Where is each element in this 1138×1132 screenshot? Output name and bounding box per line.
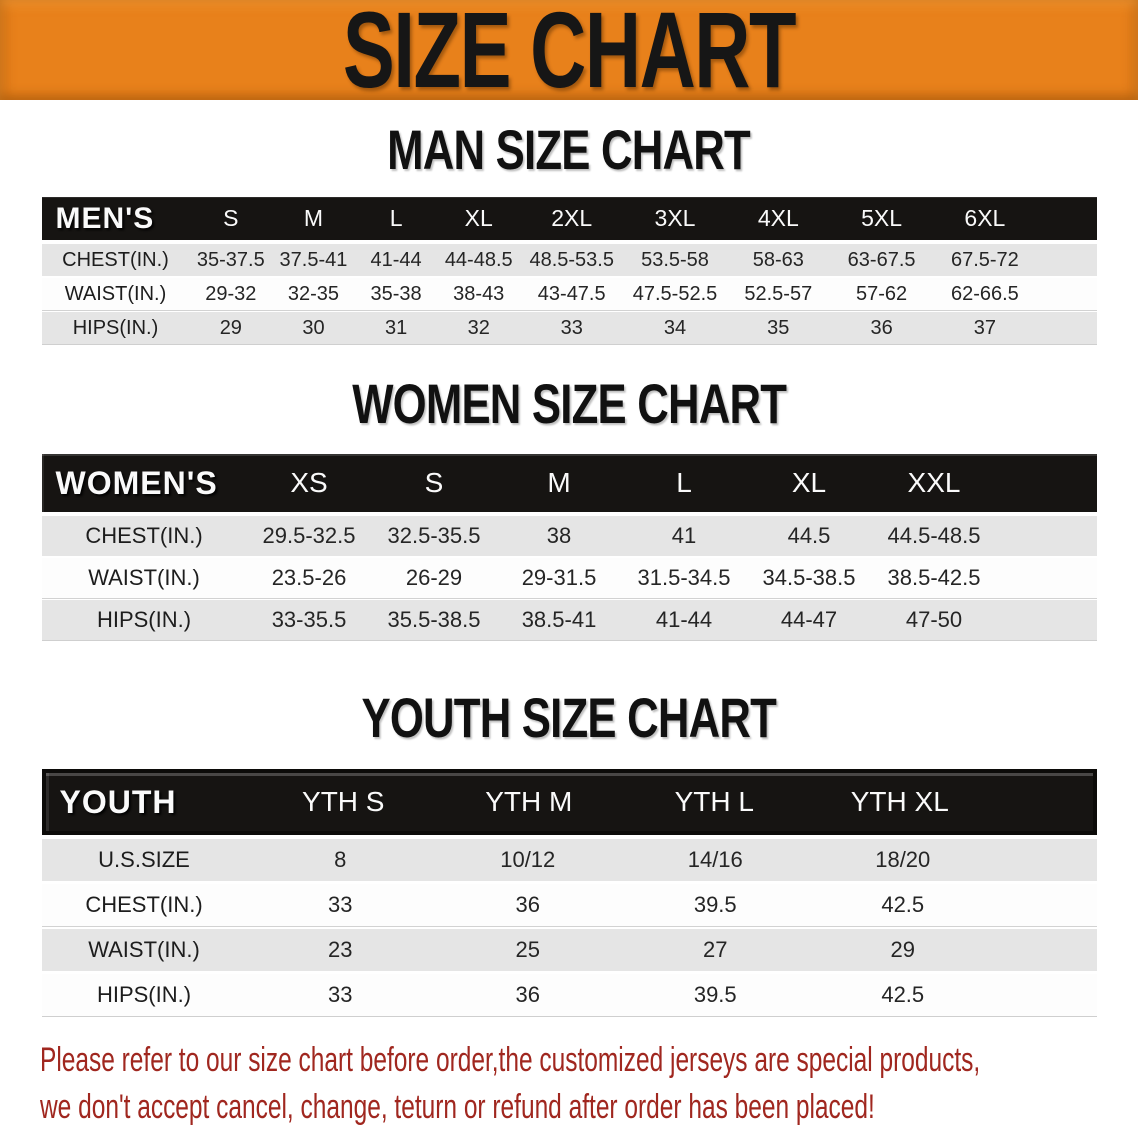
row-values — [247, 982, 997, 1008]
row-label: HIPS(IN.) — [96, 607, 192, 632]
value-cell: 42.5 — [881, 892, 925, 917]
value-cell: 58-63 — [752, 248, 804, 271]
table-row — [42, 516, 1097, 556]
women-table-label: WOMEN'S — [55, 464, 218, 501]
value-cell: 35-38 — [370, 282, 422, 305]
value-cell: 27 — [703, 937, 728, 962]
value-cell: 29.5-32.5 — [262, 523, 356, 548]
row-label: CHEST(IN.) — [85, 892, 203, 917]
row-values — [247, 847, 997, 873]
value-cell: 10/12 — [500, 847, 556, 872]
value-cell: 14/16 — [687, 847, 743, 872]
value-cell: 53.5-58 — [641, 248, 709, 271]
disclaimer-line-2: we don't accept cancel, change, teturn or refund after order has been placed! — [40, 1088, 875, 1126]
value-cell: 38-43 — [453, 282, 505, 305]
men-section-heading: MAN SIZE CHART — [387, 118, 751, 181]
table-row — [42, 600, 1097, 640]
women-size-table — [42, 454, 1097, 640]
value-cell: 39.5 — [693, 892, 737, 917]
column-header-yth-m: YTH M — [485, 786, 573, 817]
value-cell: 47.5-52.5 — [632, 282, 718, 305]
column-header-s: S — [424, 467, 444, 498]
row-label: CHEST(IN.) — [62, 248, 169, 271]
men-table-header — [42, 197, 1097, 240]
table-row — [42, 278, 1097, 310]
column-header-s: S — [223, 205, 239, 231]
youth-table-label: YOUTH — [59, 783, 177, 820]
row-label: WAIST(IN.) — [64, 282, 167, 305]
row-label: HIPS(IN.) — [96, 982, 192, 1007]
column-header-m: M — [303, 205, 324, 231]
column-header-yth-s: YTH S — [302, 786, 385, 817]
value-cell: 30 — [302, 316, 325, 339]
size-chart-banner — [0, 0, 1138, 110]
table-row — [42, 312, 1097, 344]
value-cell: 67.5-72 — [950, 248, 1019, 271]
row-label: U.S.SIZE — [98, 847, 190, 872]
youth-section-heading-wrap — [0, 686, 1138, 749]
men-size-table — [42, 197, 1097, 344]
value-cell: 29 — [890, 937, 915, 962]
value-cell: 43-47.5 — [537, 282, 606, 305]
row-values — [247, 937, 997, 963]
table-row — [42, 244, 1097, 276]
value-cell: 42.5 — [881, 982, 925, 1007]
value-cell: 29-31.5 — [521, 565, 597, 590]
value-cell: 31.5-34.5 — [637, 565, 731, 590]
row-values — [247, 565, 997, 591]
row-values — [190, 283, 1037, 306]
youth-table-rows — [42, 839, 1097, 1016]
youth-section-heading: YOUTH SIZE CHART — [361, 686, 777, 749]
value-cell: 41 — [671, 523, 697, 548]
column-header-xxl: XXL — [907, 467, 961, 498]
row-values — [190, 317, 1037, 340]
value-cell: 47-50 — [905, 607, 963, 632]
women-column-headers — [247, 467, 997, 499]
column-header-3xl: 3XL — [654, 205, 696, 231]
value-cell: 25 — [515, 937, 540, 962]
value-cell: 36 — [870, 316, 893, 339]
value-cell: 37.5-41 — [279, 248, 348, 271]
row-values — [247, 523, 997, 549]
table-row — [42, 884, 1097, 926]
disclaimer-line-1: Please refer to our size chart before order,the customized jerseys are special products, — [40, 1041, 981, 1079]
value-cell: 29 — [219, 316, 242, 339]
value-cell: 44-48.5 — [444, 248, 513, 271]
value-cell: 36 — [515, 982, 540, 1007]
column-header-yth-xl: YTH XL — [850, 786, 949, 817]
table-row — [42, 839, 1097, 881]
women-section-heading: WOMEN SIZE CHART — [351, 372, 786, 435]
disclaimer-text — [0, 1037, 1138, 1131]
value-cell: 35.5-38.5 — [387, 607, 481, 632]
value-cell: 38 — [546, 523, 572, 548]
women-table-rows — [42, 516, 1097, 640]
table-row — [42, 929, 1097, 971]
youth-table-header — [42, 769, 1097, 835]
row-values — [190, 249, 1037, 272]
column-header-5xl: 5XL — [861, 205, 903, 231]
row-label: HIPS(IN.) — [72, 316, 159, 339]
value-cell: 62-66.5 — [950, 282, 1019, 305]
youth-size-table — [42, 769, 1097, 1016]
value-cell: 23.5-26 — [271, 565, 347, 590]
value-cell: 35 — [767, 316, 790, 339]
table-row — [42, 974, 1097, 1016]
value-cell: 39.5 — [693, 982, 737, 1007]
row-values — [247, 607, 997, 633]
table-row — [42, 558, 1097, 598]
value-cell: 33 — [328, 892, 353, 917]
column-header-2xl: 2XL — [551, 205, 593, 231]
value-cell: 48.5-53.5 — [529, 248, 614, 271]
column-header-4xl: 4XL — [757, 205, 799, 231]
value-cell: 37 — [973, 316, 997, 339]
value-cell: 18/20 — [875, 847, 931, 872]
column-header-6xl: 6XL — [964, 205, 1006, 231]
value-cell: 63-67.5 — [847, 248, 916, 271]
value-cell: 44-47 — [780, 607, 838, 632]
column-header-xl: XL — [464, 205, 493, 231]
value-cell: 36 — [515, 892, 540, 917]
men-table-label: MEN'S — [55, 201, 155, 235]
value-cell: 41-44 — [370, 248, 422, 271]
column-header-yth-l: YTH L — [674, 786, 754, 817]
men-table-rows — [42, 244, 1097, 344]
column-header-xs: XS — [290, 467, 328, 498]
value-cell: 32.5-35.5 — [387, 523, 481, 548]
value-cell: 32 — [467, 316, 490, 339]
banner-title: SIZE CHART — [342, 0, 796, 110]
row-label: CHEST(IN.) — [85, 523, 203, 548]
column-header-l: L — [676, 467, 692, 498]
value-cell: 32-35 — [287, 282, 340, 305]
value-cell: 23 — [328, 937, 353, 962]
row-label: WAIST(IN.) — [88, 937, 200, 962]
women-table-header — [42, 454, 1097, 512]
value-cell: 41-44 — [655, 607, 713, 632]
value-cell: 33 — [560, 316, 583, 339]
value-cell: 33-35.5 — [271, 607, 347, 632]
value-cell: 31 — [384, 316, 408, 339]
value-cell: 34 — [663, 316, 687, 339]
value-cell: 35-37.5 — [196, 248, 265, 271]
value-cell: 38.5-41 — [521, 607, 597, 632]
value-cell: 44.5-48.5 — [887, 523, 981, 548]
row-label: WAIST(IN.) — [88, 565, 200, 590]
men-section-heading-wrap — [0, 118, 1138, 181]
men-column-headers — [190, 205, 1037, 232]
value-cell: 34.5-38.5 — [762, 565, 856, 590]
youth-column-headers — [251, 786, 993, 818]
value-cell: 8 — [334, 847, 347, 872]
column-header-l: L — [389, 205, 403, 231]
value-cell: 33 — [328, 982, 353, 1007]
women-section-heading-wrap — [0, 372, 1138, 435]
value-cell: 38.5-42.5 — [887, 565, 981, 590]
value-cell: 52.5-57 — [744, 282, 813, 305]
value-cell: 29-32 — [205, 282, 257, 305]
value-cell: 57-62 — [856, 282, 908, 305]
column-header-m: M — [547, 467, 571, 498]
row-values — [247, 892, 997, 918]
value-cell: 26-29 — [405, 565, 463, 590]
value-cell: 44.5 — [787, 523, 831, 548]
column-header-xl: XL — [791, 467, 827, 498]
